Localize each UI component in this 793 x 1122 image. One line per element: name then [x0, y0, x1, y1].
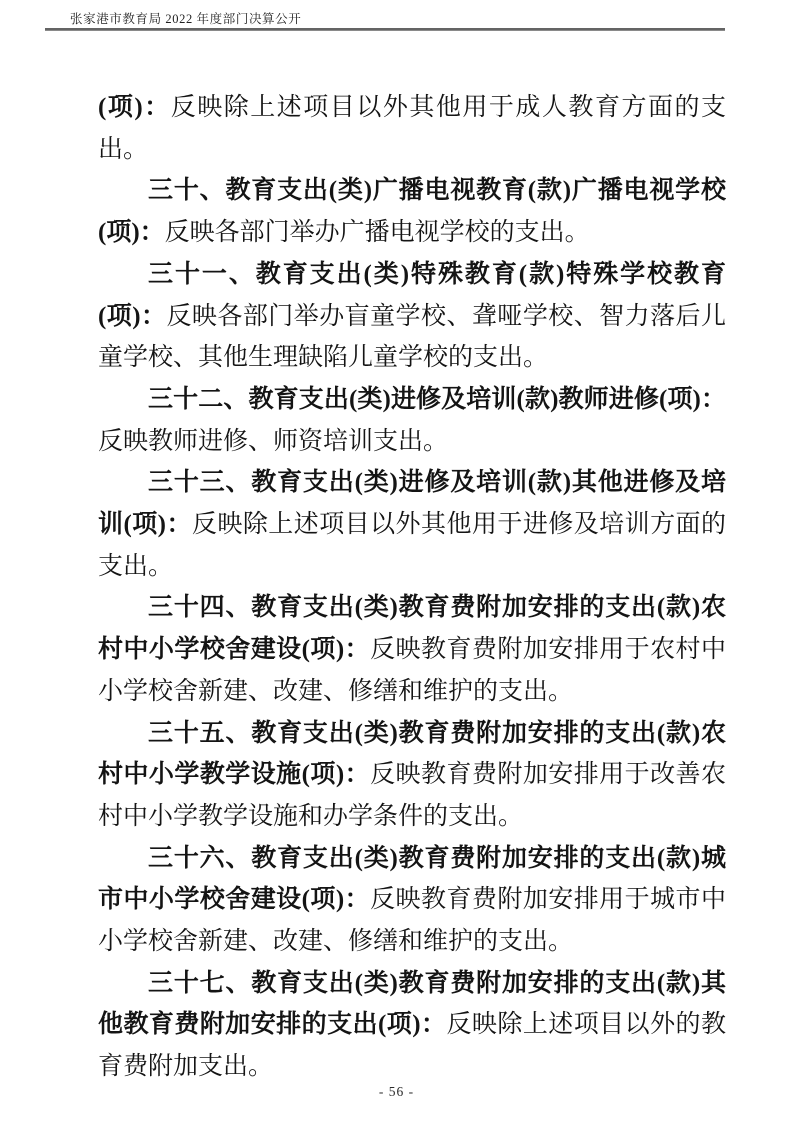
body-paragraph	[98, 379, 726, 462]
paragraph-text: 反映各部门举办广播电视学校的支出。	[164, 219, 590, 247]
document-body	[98, 87, 726, 1088]
paragraph-heading: 三十五、教育支出(类)教育费附加安排的支出(款)农村中小学教学设施(项)：	[98, 719, 726, 789]
paragraph-heading: 三十四、教育支出(类)教育费附加安排的支出(款)农村中小学校舍建设(项)：	[98, 594, 726, 664]
paragraph-text: 反映除上述项目以外其他用于进修及培训方面的支出。	[98, 511, 726, 580]
body-paragraph	[98, 713, 726, 838]
paragraph-heading: 三十六、教育支出(类)教育费附加安排的支出(款)城市中小学校舍建设(项)：	[98, 844, 726, 914]
body-paragraph	[98, 963, 726, 1088]
paragraph-text: 反映除上述项目以外的教育费附加支出。	[98, 1011, 726, 1081]
paragraph-text: 反映教育费附加安排用于改善农村中小学教学设施和办学条件的支出。	[98, 761, 726, 830]
header-divider-rule	[45, 28, 725, 31]
paragraph-heading: 三十二、教育支出(类)进修及培训(款)教师进修(项)：	[148, 385, 726, 413]
page-header-title: 张家港市教育局 2022 年度部门决算公开	[70, 12, 302, 26]
paragraph-text: 反映除上述项目以外其他用于成人教育方面的支出。	[98, 94, 726, 163]
paragraph-heading: 三十七、教育支出(类)教育费附加安排的支出(款)其他教育费附加安排的支出(项)：	[98, 969, 726, 1039]
paragraph-heading: 三十三、教育支出(类)进修及培训(款)其他进修及培训(项)：	[98, 469, 726, 539]
body-paragraph	[98, 254, 726, 379]
body-paragraph	[98, 87, 726, 170]
paragraph-text: 反映教师进修、师资培训支出。	[98, 427, 449, 455]
body-paragraph	[98, 587, 726, 712]
body-paragraph	[98, 170, 726, 253]
paragraph-text: 反映各部门举办盲童学校、聋哑学校、智力落后儿童学校、其他生理缺陷儿童学校的支出。	[98, 302, 726, 372]
body-paragraph	[98, 838, 726, 963]
paragraph-heading: 三十一、教育支出(类)特殊教育(款)特殊学校教育(项)：	[98, 260, 726, 330]
paragraph-heading: 三十、教育支出(类)广播电视教育(款)广播电视学校(项)：	[98, 177, 726, 247]
page-number: - 56 -	[378, 1084, 415, 1099]
paragraph-text: 反映教育费附加安排用于农村中小学校舍新建、改建、修缮和维护的支出。	[98, 636, 726, 705]
body-paragraph	[98, 462, 726, 587]
paragraph-text: 反映教育费附加安排用于城市中小学校舍新建、改建、修缮和维护的支出。	[98, 886, 726, 956]
paragraph-heading: (项)：	[98, 94, 171, 121]
